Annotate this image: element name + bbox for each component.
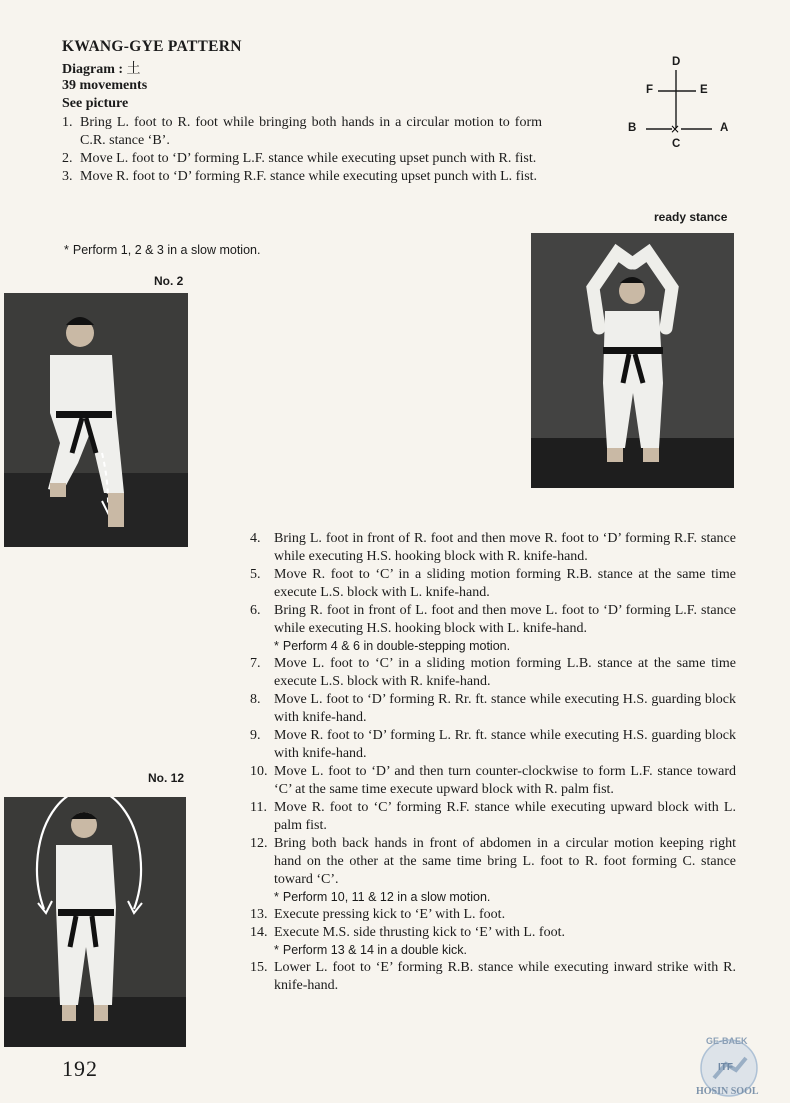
caption-no2: No. 2 (154, 274, 184, 288)
photo-no2 (4, 293, 188, 547)
caption-ready-stance: ready stance (654, 210, 728, 224)
movement-number: 6. (250, 603, 261, 618)
asterisk-icon: * (274, 943, 279, 957)
svg-text:×: × (670, 122, 681, 136)
movement-item (250, 530, 736, 566)
dir-label-f: F (646, 84, 654, 96)
note-top-text: Perform 1, 2 & 3 in a slow motion. (72, 243, 261, 257)
note-top (64, 243, 260, 257)
movement-text: Move R. foot to ‘C’ forming R.F. stance while executing upward block with L. palm fist. (274, 800, 736, 833)
photo-ready-stance-figure (531, 233, 734, 488)
movements-count: 39 movements (62, 78, 148, 93)
movement-item (250, 959, 736, 995)
dir-label-d: D (672, 56, 681, 68)
asterisk-icon: * (274, 890, 279, 904)
movement-item (250, 655, 736, 691)
see-picture: See picture (62, 96, 129, 111)
movement-number: 7. (250, 656, 261, 671)
photo-no12-figure (4, 797, 186, 1047)
movement-text: Move L. foot to ‘C’ in a sliding motion forming L.B. stance at the same time execute L.S. block with R. knife-hand. (274, 656, 736, 689)
movement-text: Move R. foot to ‘D’ forming L. Rr. ft. stance while executing H.S. guarding block with knife-hand. (274, 728, 736, 761)
movement-text: Bring L. foot in front of R. foot and then move R. foot to ‘D’ forming R.F. stance while executing H.S. hooking block with R. knife-hand. (274, 531, 736, 564)
photo-no12 (4, 797, 186, 1047)
movement-text: Move R. foot to ‘D’ forming R.F. stance while executing upset punch with L. fist. (80, 169, 538, 184)
photo-no2-figure (4, 293, 188, 547)
movement-item (250, 691, 736, 727)
movement-item (250, 835, 736, 889)
movement-number: 10. (250, 764, 268, 779)
movement-item (250, 566, 736, 602)
movement-text: Lower L. foot to ‘E’ forming R.B. stance while executing inward strike with R. knife-hand. (274, 960, 736, 993)
movement-number: 8. (250, 692, 261, 707)
movement-item (250, 727, 736, 763)
movement-number: 13. (250, 907, 268, 922)
movement-item (62, 168, 542, 186)
asterisk-icon: * (274, 639, 279, 653)
watermark-logo (674, 1036, 784, 1098)
movement-number: 14. (250, 925, 268, 940)
dir-label-a: A (720, 122, 729, 134)
note-text: Perform 4 & 6 in double-stepping motion. (282, 639, 511, 653)
movement-number: 15. (250, 960, 268, 975)
movement-text: Move R. foot to ‘C’ in a sliding motion forming R.B. stance at the same time execute L.S. block with L. knife-hand. (274, 567, 736, 600)
movement-number: 9. (250, 728, 261, 743)
performance-note (250, 942, 736, 959)
dir-label-b: B (628, 122, 637, 134)
note-text: Perform 10, 11 & 12 in a slow motion. (282, 890, 491, 904)
note-text: Perform 13 & 14 in a double kick. (282, 943, 467, 957)
watermark-top-text: GE-BAEK (706, 1036, 748, 1046)
movement-item (250, 763, 736, 799)
direction-diagram (620, 54, 740, 154)
movement-item (62, 114, 542, 150)
watermark-bottom-text: HOSIN SOOL (696, 1086, 759, 1097)
movement-item (250, 799, 736, 835)
movement-text: Move L. foot to ‘D’ and then turn counter-clockwise to form L.F. stance toward ‘C’ at the same time execute upward block with R. palm fist. (274, 764, 736, 797)
movement-number: 5. (250, 567, 261, 582)
photo-ready-stance (531, 233, 734, 488)
movement-text: Bring R. foot in front of L. foot and then move L. foot to ‘D’ forming L.F. stance while executing H.S. hooking block with L. knife-hand. (274, 603, 736, 636)
movement-item (250, 924, 736, 942)
page-number: 192 (62, 1056, 98, 1081)
diagram-symbol: 土 (126, 62, 141, 77)
dir-label-c: C (672, 138, 681, 150)
movement-text: Move L. foot to ‘D’ forming R. Rr. ft. stance while executing H.S. guarding block with knife-hand. (274, 692, 736, 725)
movement-text: Move L. foot to ‘D’ forming L.F. stance while executing upset punch with R. fist. (80, 151, 537, 166)
movement-number: 2. (62, 151, 73, 166)
movement-number: 1. (62, 115, 73, 130)
diagram-label: Diagram : (62, 62, 124, 77)
asterisk-icon: * (64, 243, 69, 257)
movement-text: Execute pressing kick to ‘E’ with L. foot. (274, 907, 506, 922)
movement-item (62, 150, 542, 168)
movement-number: 3. (62, 169, 73, 184)
watermark-mid-text: ITF (718, 1062, 733, 1073)
caption-no12: No. 12 (148, 771, 185, 785)
movement-item (250, 906, 736, 924)
movement-number: 4. (250, 531, 261, 546)
performance-note (250, 889, 736, 906)
movement-item (250, 602, 736, 638)
diagram-line (62, 58, 141, 78)
moves-top-list (62, 114, 542, 186)
movement-number: 12. (250, 836, 268, 851)
movement-text: Bring L. foot to R. foot while bringing both hands in a circular motion to form C.R. stance ‘B’. (80, 115, 542, 148)
moves-main-list (250, 530, 736, 995)
movement-text: Execute M.S. side thrusting kick to ‘E’ with L. foot. (274, 925, 565, 940)
performance-note (250, 638, 736, 655)
movement-text: Bring both back hands in front of abdomen in a circular motion keeping right hand on the other at the same time bring L. foot to R. foot forming C. stance toward ‘C’. (274, 836, 736, 887)
movement-number: 11. (250, 800, 267, 815)
page-title: KWANG-GYE PATTERN (62, 38, 242, 55)
dir-label-e: E (700, 84, 708, 96)
